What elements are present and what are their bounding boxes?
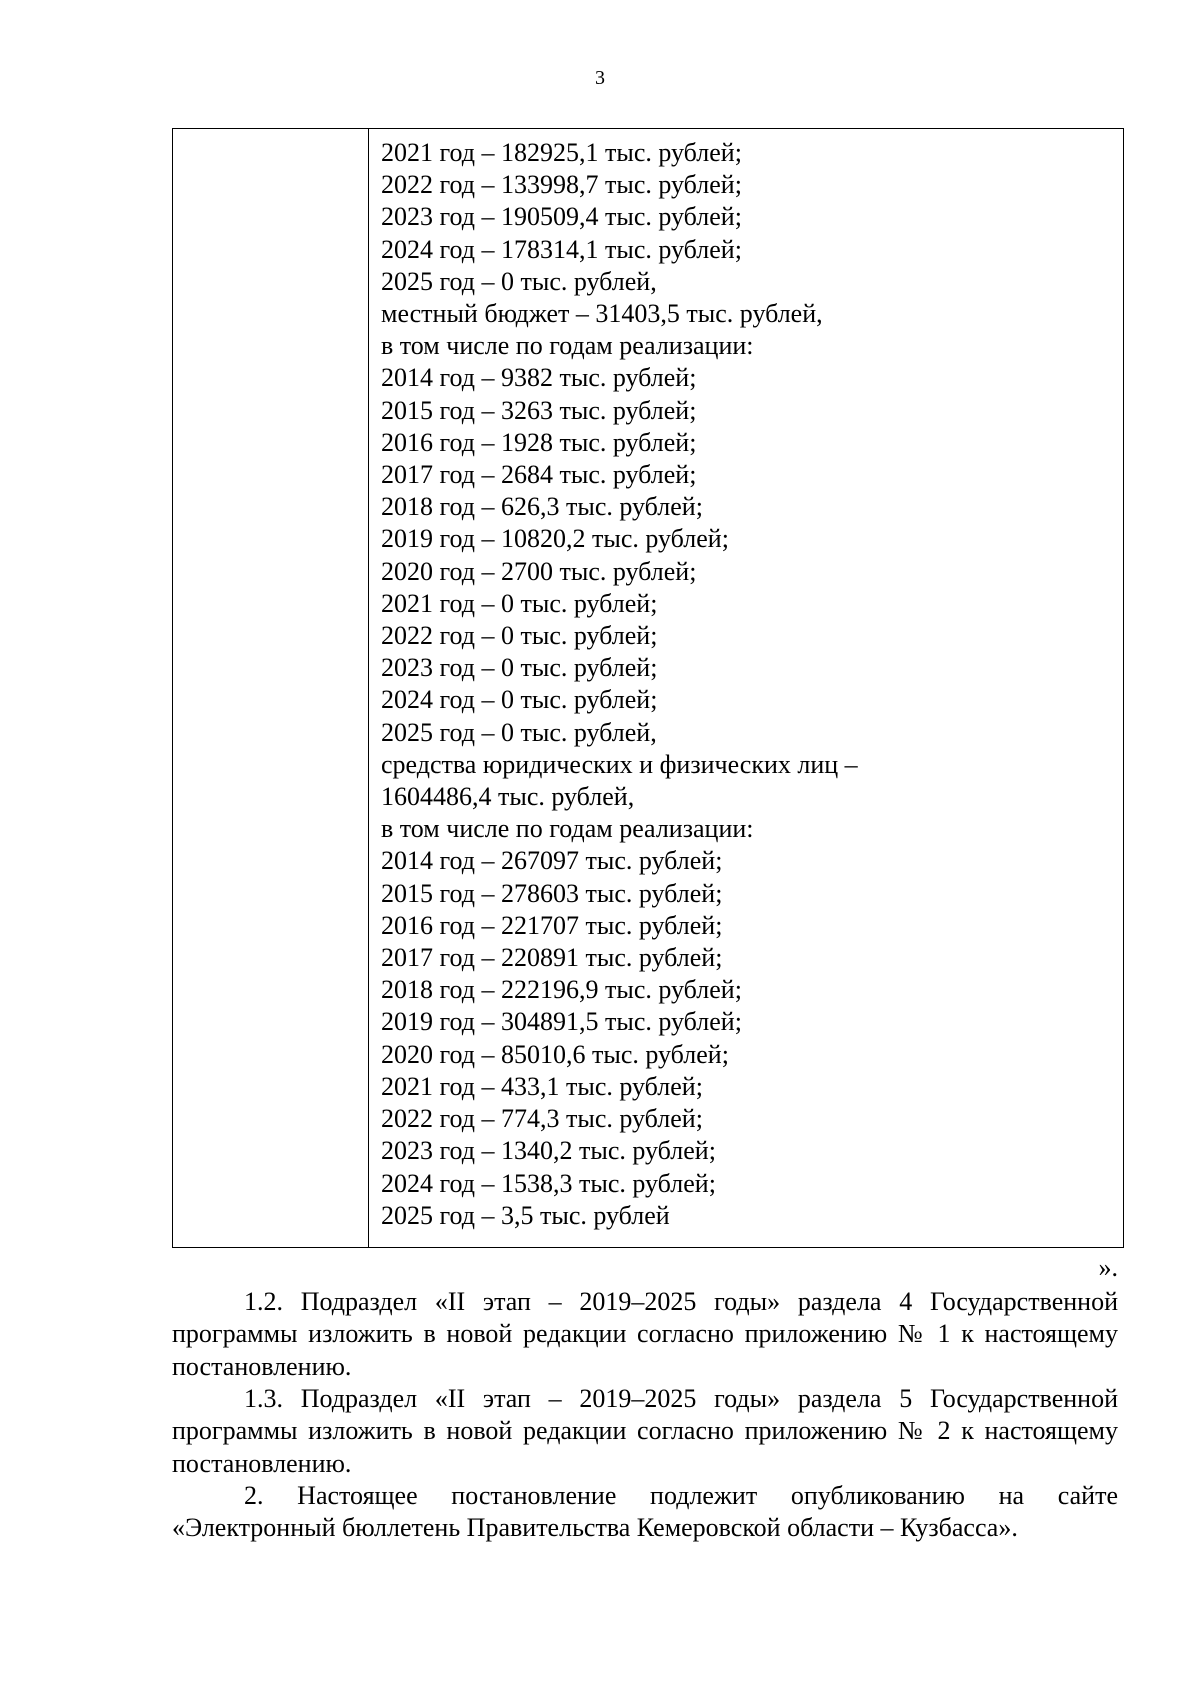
funding-line: 1604486,4 тыс. рублей, [381, 782, 635, 812]
funding-line: 2018 год – 626,3 тыс. рублей; [381, 492, 703, 522]
funding-line: местный бюджет – 31403,5 тыс. рублей, [381, 299, 823, 329]
funding-line: 2018 год – 222196,9 тыс. рублей; [381, 975, 742, 1005]
funding-lines [375, 129, 1123, 1232]
funding-line: 2023 год – 190509,4 тыс. рублей; [381, 202, 742, 232]
funding-line: 2014 год – 9382 тыс. рублей; [381, 363, 697, 393]
funding-line: 2024 год – 178314,1 тыс. рублей; [381, 234, 742, 264]
funding-line: в том числе по годам реализации: [381, 814, 754, 844]
funding-line: 2025 год – 0 тыс. рублей, [381, 717, 657, 747]
funding-line: 2022 год – 133998,7 тыс. рублей; [381, 170, 742, 200]
page-number: 3 [595, 67, 605, 89]
funding-line: 2024 год – 0 тыс. рублей; [381, 685, 658, 715]
table-right-cell [369, 129, 1124, 1248]
funding-line: 2025 год – 0 тыс. рублей, [381, 266, 657, 296]
funding-line: 2022 год – 0 тыс. рублей; [381, 621, 658, 651]
funding-line: 2023 год – 0 тыс. рублей; [381, 653, 658, 683]
funding-line: 2017 год – 220891 тыс. рублей; [381, 943, 723, 973]
funding-line: 2022 год – 774,3 тыс. рублей; [381, 1104, 703, 1134]
paragraph-text: 2. Настоящее постановление подлежит опубликованию на сайте «Электронный бюллетень Правительства Кемеровской области – Кузбасса». [172, 1481, 1118, 1543]
funding-line: 2021 год – 182925,1 тыс. рублей; [381, 138, 742, 167]
table-left-cell [173, 129, 369, 1248]
funding-line: 2025 год – 3,5 тыс. рублей [381, 1200, 670, 1230]
funding-line: 2021 год – 433,1 тыс. рублей; [381, 1071, 703, 1101]
closing-quote: ». [1098, 1253, 1118, 1282]
funding-line: средства юридических и физических лиц – [381, 749, 858, 779]
funding-line: 2014 год – 267097 тыс. рублей; [381, 846, 723, 876]
funding-line: 2017 год – 2684 тыс. рублей; [381, 460, 697, 490]
paragraph-text: 1.2. Подраздел «II этап – 2019–2025 годы» раздела 4 Государственной программы изложить в новой редакции согласно приложению № 1 к настоящему постановлению. [172, 1287, 1118, 1381]
funding-line: в том числе по годам реализации: [381, 331, 754, 361]
paragraph-1-3 [172, 1383, 1118, 1480]
paragraph-text: 1.3. Подраздел «II этап – 2019–2025 годы» раздела 5 Государственной программы изложить в новой редакции согласно приложению № 2 к настоящему постановлению. [172, 1384, 1118, 1478]
funding-line: 2021 год – 0 тыс. рублей; [381, 588, 658, 618]
funding-line: 2023 год – 1340,2 тыс. рублей; [381, 1136, 716, 1166]
funding-line: 2020 год – 2700 тыс. рублей; [381, 556, 697, 586]
funding-line: 2019 год – 304891,5 тыс. рублей; [381, 1007, 742, 1037]
funding-line: 2020 год – 85010,6 тыс. рублей; [381, 1039, 729, 1069]
paragraph-2 [172, 1480, 1118, 1545]
funding-line: 2016 год – 1928 тыс. рублей; [381, 427, 697, 457]
funding-line: 2024 год – 1538,3 тыс. рублей; [381, 1168, 716, 1198]
funding-line: 2015 год – 278603 тыс. рублей; [381, 878, 723, 908]
funding-line: 2016 год – 221707 тыс. рублей; [381, 910, 723, 940]
funding-table [172, 128, 1124, 1248]
paragraph-1-2 [172, 1286, 1118, 1383]
funding-line: 2015 год – 3263 тыс. рублей; [381, 395, 697, 425]
funding-line: 2019 год – 10820,2 тыс. рублей; [381, 524, 729, 554]
table-row [173, 129, 1124, 1248]
